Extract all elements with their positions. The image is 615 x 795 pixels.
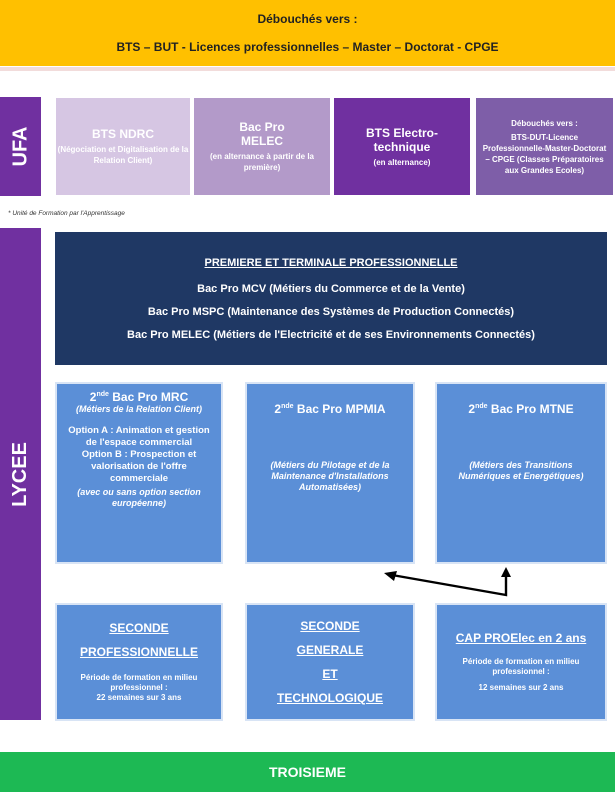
mpmia-title: 2nde Bac Pro MPMIA [274, 402, 386, 416]
seconde-pro-period: Période de formation en milieu professionnel : [80, 673, 198, 692]
arrow-line [392, 575, 506, 595]
mtne-title: 2nde Bac Pro MTNE [468, 402, 574, 416]
ufa-box-title-1: BTS Electro- [365, 125, 438, 140]
top-banner-subtitle: BTS – BUT - Licences professionnelles – Master – Doctorat - CPGE [116, 40, 499, 54]
mrc-title: 2nde Bac Pro MRC [89, 390, 189, 404]
seconde-mrc-box [55, 382, 223, 564]
ufa-box-title-2: MELEC [241, 134, 283, 148]
ufa-box-bac-pro-melec [194, 98, 330, 195]
arrow-head-up [501, 567, 511, 577]
seconde-mtne-box [435, 382, 607, 564]
bac-pro-mspc: Bac Pro MSPC (Maintenance des Systèmes de Production Connectés) [147, 305, 515, 318]
seconde-gen-line-1: SECONDE [300, 619, 360, 633]
seconde-pro-title-2: PROFESSIONNELLE [79, 645, 198, 659]
ufa-box-sub: (en alternance) [373, 157, 431, 167]
ufa-box-sub: (Négociation et Digitalisation de la Relation Client) [57, 145, 189, 165]
lycee-side-label [0, 228, 41, 720]
mrc-option-b: Option B : Prospection et valorisation de l'offre commerciale [81, 449, 197, 484]
ufa-side-label [0, 97, 41, 196]
bac-pro-mcv: Bac Pro MCV (Métiers du Commerce et de la Vente) [197, 282, 465, 295]
cap-period: Période de formation en milieu professionnel : [462, 657, 580, 676]
cap-duration: 12 semaines sur 2 ans [478, 683, 564, 692]
ufa-box-title: Débouchés vers : [511, 118, 578, 128]
ufa-box-title-1: Bac Pro [239, 120, 285, 134]
seconde-pro-box [55, 603, 223, 721]
arrow-head-left [384, 571, 397, 581]
top-banner [0, 0, 615, 66]
mrc-subtitle: (Métiers de la Relation Client) [75, 404, 203, 414]
cap-to-second-year-arrow [380, 565, 520, 605]
troisieme-label: TROISIEME [268, 764, 346, 780]
mtne-subtitle: (Métiers des Transitions Numériques et Energétiques) [458, 460, 584, 481]
ufa-label: UFA [9, 126, 31, 167]
lycee-label: LYCEE [9, 441, 31, 507]
ufa-footnote: * Unité de Formation par l'Apprentissage [8, 210, 125, 217]
ufa-box-sub: (en alternance à partir de la première) [209, 152, 315, 172]
ufa-box-debouches [476, 98, 613, 195]
ufa-box-title-2: technique [373, 139, 431, 154]
separator [0, 67, 615, 71]
premiere-terminale-box [55, 232, 607, 365]
troisieme-banner [0, 752, 615, 792]
ufa-box-sub: BTS-DUT-Licence Professionnelle-Master-Doctorat – CPGE (Classes Préparatoires aux Grandes Ecoles) [482, 132, 607, 175]
bac-pro-melec: Bac Pro MELEC (Métiers de l'Electricité et de ses Environnements Connectés) [127, 328, 535, 341]
cap-proelec-box [435, 603, 607, 721]
seconde-gen-line-2: GENERALE [296, 643, 364, 657]
seconde-gen-line-3: ET [322, 667, 338, 681]
ufa-box-bts-ndrc [56, 98, 190, 195]
ufa-box-bts-electrotechnique [334, 98, 470, 195]
seconde-pro-title-1: SECONDE [109, 621, 169, 635]
premiere-heading: PREMIERE ET TERMINALE PROFESSIONNELLE [204, 256, 458, 269]
mpmia-subtitle: (Métiers du Pilotage et de la Maintenance d'Installations Automatisées) [270, 460, 390, 492]
seconde-pro-duration: 22 semaines sur 3 ans [96, 693, 182, 702]
seconde-mpmia-box [245, 382, 415, 564]
ufa-box-title: BTS NDRC [92, 127, 154, 141]
mrc-euro-option: (avec ou sans option section européenne) [77, 487, 201, 508]
seconde-generale-box [245, 603, 415, 721]
top-banner-title: Débouchés vers : [257, 12, 358, 26]
mrc-option-a: Option A : Animation et gestion de l'espace commercial [68, 425, 210, 448]
seconde-gen-line-4: TECHNOLOGIQUE [276, 691, 383, 705]
cap-title: CAP PROElec en 2 ans [455, 631, 587, 645]
